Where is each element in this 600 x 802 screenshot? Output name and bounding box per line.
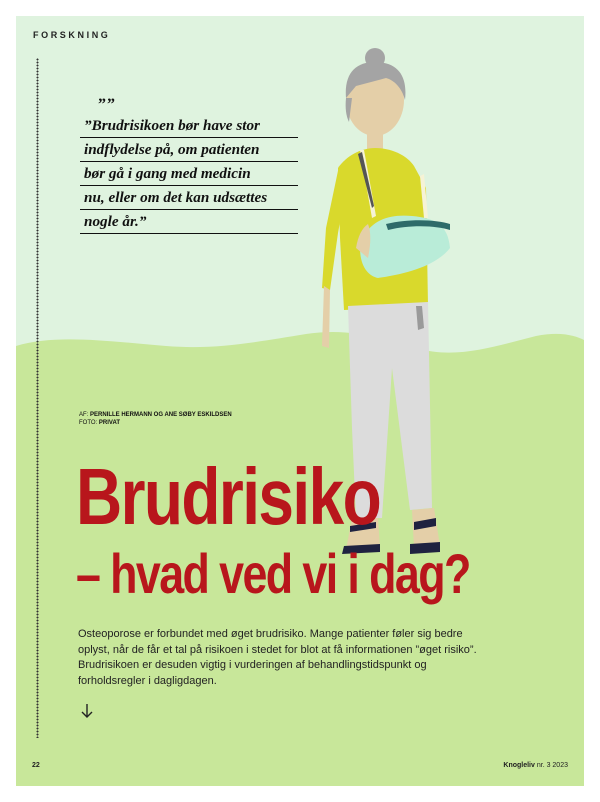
byline [79, 411, 232, 427]
quote-mark: ”” [98, 96, 116, 113]
pull-quote-line: indflydelse på, om patienten [80, 138, 298, 162]
dotted-rule [36, 58, 39, 738]
pull-quote [80, 114, 298, 234]
headline-line-1: Brudrisiko [76, 452, 381, 541]
magazine-name: Knogleliv [503, 762, 535, 769]
pull-quote-line: nogle år.” [80, 210, 298, 234]
magazine-issue [503, 762, 568, 769]
pull-quote-line: ”Brudrisikoen bør have stor [80, 114, 298, 138]
byline-authors: PERNILLE HERMANN OG ANE SØBY ESKILDSEN [90, 412, 232, 418]
byline-photo-prefix: FOTO: [79, 420, 99, 426]
section-label: FORSKNING [33, 30, 111, 40]
page-number: 22 [32, 762, 40, 769]
headline [76, 452, 568, 605]
down-arrow-icon [80, 703, 94, 724]
pull-quote-line: nu, eller om det kan udsættes [80, 186, 298, 210]
byline-photo: PRIVAT [98, 420, 121, 426]
headline-line-2: – hvad ved vi i dag? [76, 542, 470, 605]
issue-number: nr. 3 2023 [534, 762, 568, 769]
pull-quote-line: bør gå i gang med medicin [80, 162, 298, 186]
byline-author-prefix: AF: [79, 412, 91, 418]
intro-paragraph: Osteoporose er forbundet med øget brudrisiko. Mange patienter føler sig bedre oplyst, når de får et tal på risikoen i stedet for blot at få informationen ”øget risiko”. Brudrisikoen er desuden vigtig i vurderingen af behandlingstidspunkt og forholdsregler i dagligdagen. [78, 628, 477, 687]
magazine-page [16, 16, 584, 786]
